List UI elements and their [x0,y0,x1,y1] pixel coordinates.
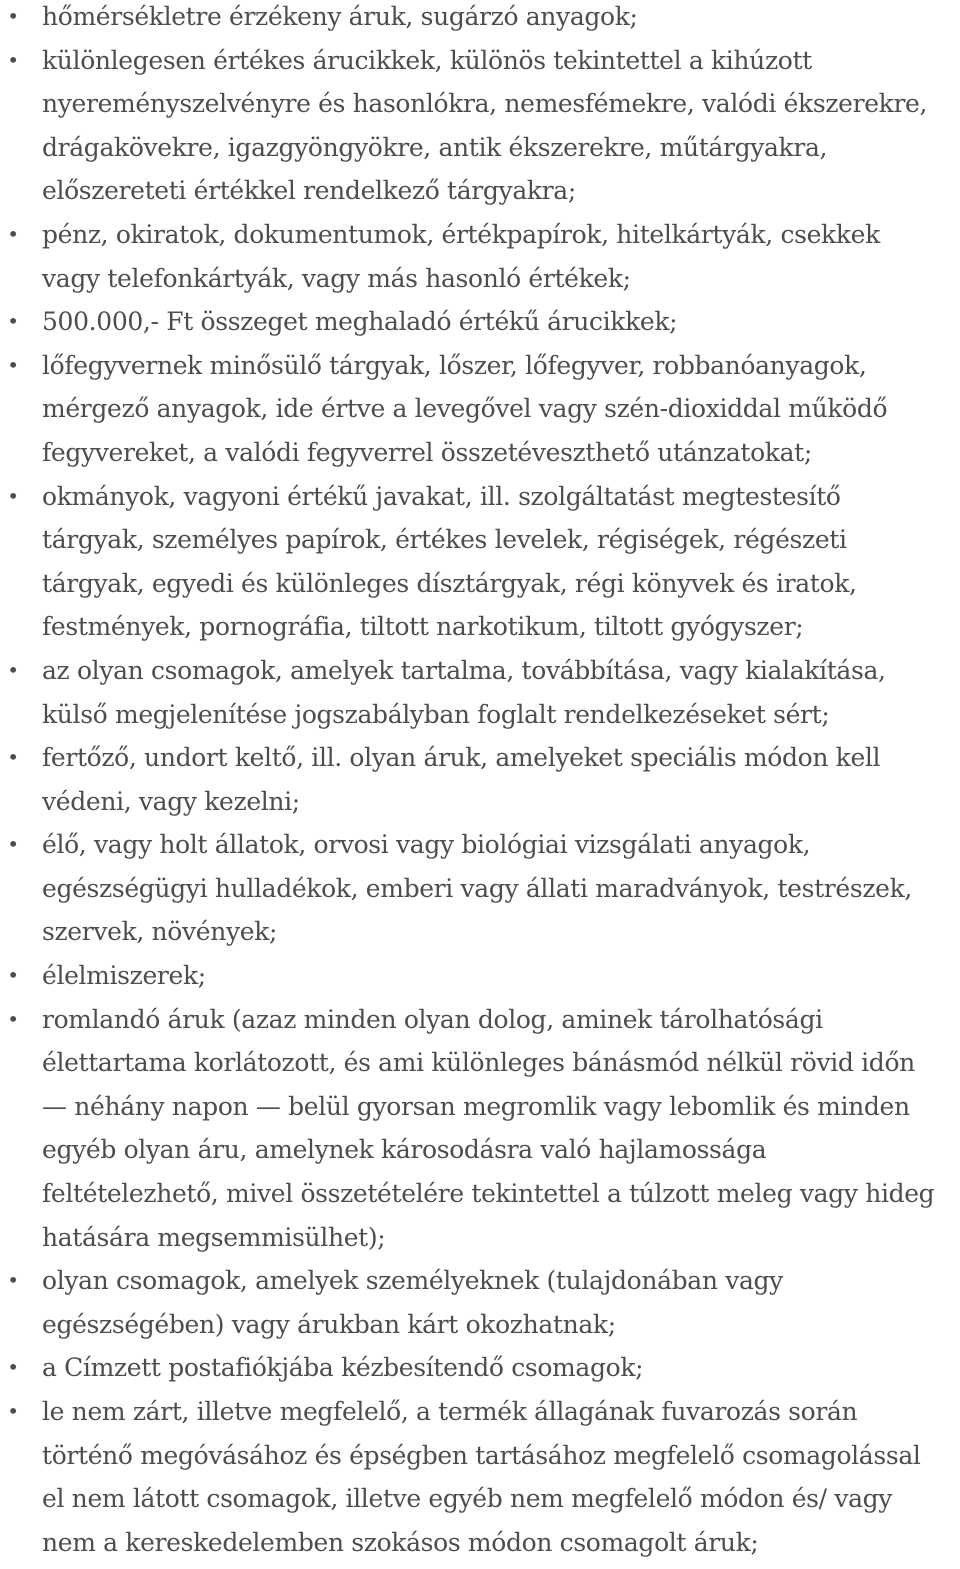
bullet-icon: • [7,47,19,72]
list-item [0,39,960,213]
list-item [0,954,960,998]
bullet-icon: • [7,483,19,508]
list-item [0,1390,960,1564]
list-item [0,300,960,344]
list-item-text: 500.000,- Ft összeget meghaladó értékű árucikkek; [42,307,678,337]
list-item-text: romlandó áruk (azaz minden olyan dolog, aminek tárolhatósági élettartama korlátozott, és ami különleges bánásmód nélkül rövid időn — néhány napon — belül gyorsan megromlik vagy lebomlik és minden egyéb olyan áru, amelynek károsodásra való hajlamossága feltételezhető, mivel összetételére tekintettel a túlzott meleg vagy hideg hatására megsemmisülhet); [42,1004,935,1252]
list-item-text: a Címzett postafiókjába kézbesítendő csomagok; [42,1353,644,1383]
list-item [0,213,960,300]
bullet-icon: • [7,1268,19,1293]
list-item [0,344,960,475]
bullet-icon: • [7,352,19,377]
list-item-text: okmányok, vagyoni értékű javakat, ill. szolgáltatást megtestesítő tárgyak, személyes papírok, értékes levelek, régiségek, régészeti tárgyak, egyedi és különleges dísztárgyak, régi könyvek és iratok, festmények, pornográfia, tiltott narkotikum, tiltott gyógyszer; [42,481,857,642]
bullet-icon: • [7,657,19,682]
list-item-text: különlegesen értékes árucikkek, különös tekintettel a kihúzott nyereményszelvényre és hasonlókra, nemesfémekre, valódi ékszerekre, drágakövekre, igazgyöngyökre, antik ékszerekre, műtárgyakra, előszereteti értékkel rendelkező tárgyakra; [42,45,928,206]
list-item-text: fertőző, undort keltő, ill. olyan áruk, amelyeket speciális módon kell védeni, vagy kezelni; [42,743,881,816]
bullet-icon: • [7,221,19,246]
list-item [0,998,960,1260]
list-item-text: lőfegyvernek minősülő tárgyak, lőszer, lőfegyver, robbanóanyagok, mérgező anyagok, ide értve a levegővel vagy szén-dioxiddal működő fegyvereket, a valódi fegyverrel összetéveszthető utánzatokat; [42,350,888,467]
bullet-icon: • [7,309,19,334]
list-item-text: élő, vagy holt állatok, orvosi vagy biológiai vizsgálati anyagok, egészségügyi hulladékok, emberi vagy állati maradványok, testrészek, szervek, növények; [42,830,912,947]
list-item-text: le nem zárt, illetve megfelelő, a termék állagának fuvarozás során történő megóvásához és épségben tartásához megfelelő csomagolással el nem látott csomagok, illetve egyéb nem megfelelő módon és/ vagy nem a kereskedelemben szokásos módon csomagolt áruk; [42,1397,921,1557]
list-item-text: hőmérsékletre érzékeny áruk, sugárzó anyagok; [42,2,638,31]
list-item [0,649,960,736]
list-item-text: élelmiszerek; [42,961,206,991]
bullet-icon: • [7,1006,19,1031]
list-item [0,1346,960,1390]
list-item [0,0,960,39]
bullet-icon: • [7,963,19,988]
bullet-icon: • [7,832,19,857]
list-item [0,1259,960,1346]
bullet-icon: • [7,1355,19,1380]
list-item [0,823,960,954]
list-item [0,475,960,649]
bullet-icon: • [7,1399,19,1423]
bullet-icon: • [7,4,19,28]
list-item-text: olyan csomagok, amelyek személyeknek (tulajdonában vagy egészségében) vagy árukban kárt okozhatnak; [42,1266,783,1339]
list-item-text: pénz, okiratok, dokumentumok, értékpapírok, hitelkártyák, csekkek vagy telefonkártyák, vagy más hasonló értékek; [42,219,880,293]
bullet-icon: • [7,745,19,770]
list-item-text: az olyan csomagok, amelyek tartalma, továbbítása, vagy kialakítása, külső megjelenítése jogszabályban foglalt rendelkezéseket sért; [42,655,886,729]
list-item [0,736,960,823]
